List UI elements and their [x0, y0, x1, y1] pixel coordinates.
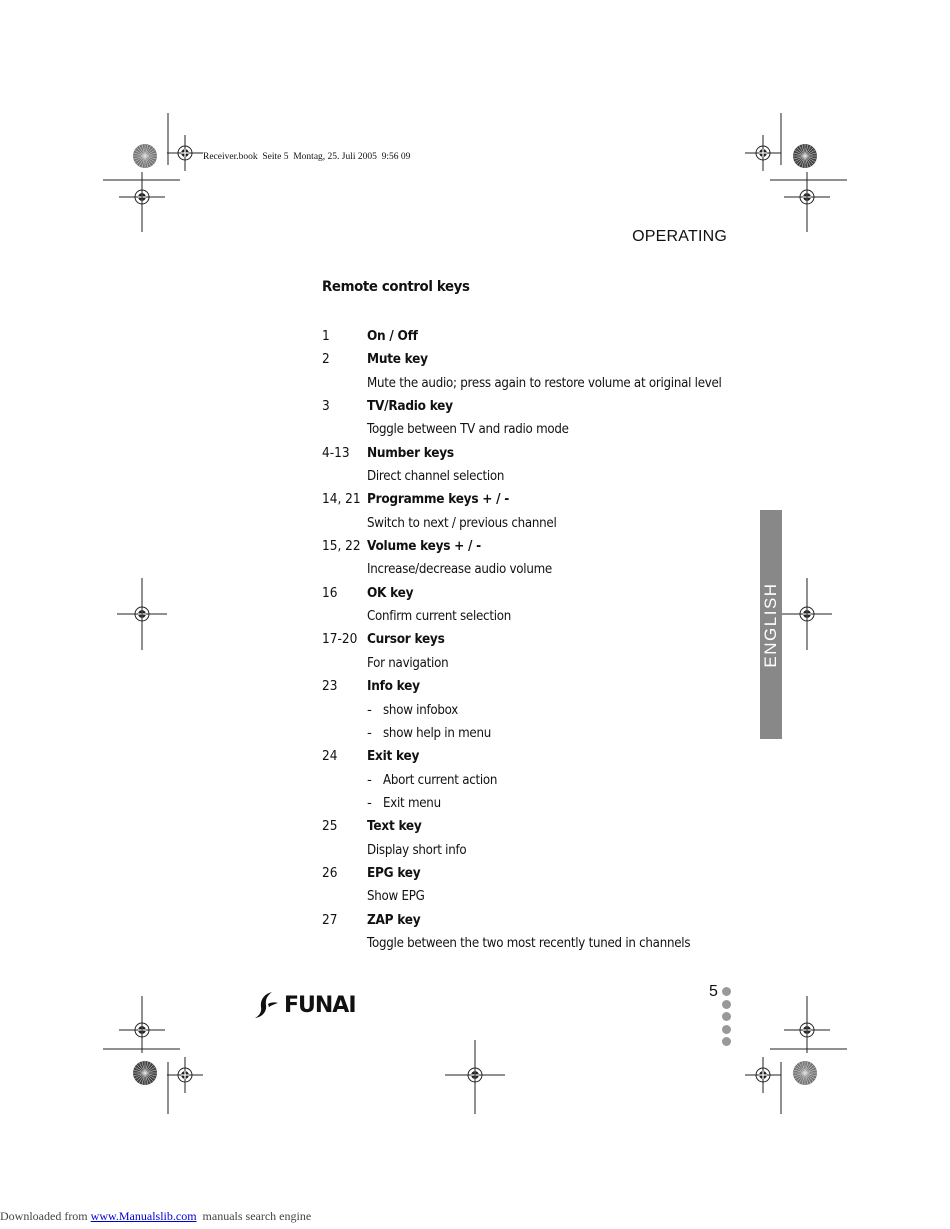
- key-number: 24: [322, 748, 338, 765]
- key-title: On / Off: [367, 328, 418, 344]
- key-title: Exit key: [367, 748, 420, 765]
- key-title: Volume keys + / -: [367, 538, 481, 555]
- key-number: 25: [322, 818, 338, 835]
- key-description: Mute the audio; press again to restore volume at original level: [367, 374, 722, 391]
- key-title: ZAP key: [367, 911, 421, 928]
- page-heading: Remote control keys: [322, 279, 470, 295]
- key-list-row: [322, 559, 742, 582]
- dot: [722, 1012, 731, 1021]
- key-title: Number keys: [367, 444, 454, 461]
- remote-keys-list: [322, 326, 742, 956]
- key-bullet: show help in menu: [383, 724, 492, 741]
- key-list-row: [322, 746, 742, 769]
- brand-name: FUNAI: [284, 992, 356, 1018]
- bullet-dash: -: [367, 771, 372, 788]
- key-title: Info key: [367, 678, 420, 695]
- key-number: 26: [322, 864, 338, 881]
- print-metadata: Receiver.book Seite 5 Montag, 25. Juli 2005 9:56 09: [203, 152, 411, 162]
- key-bullet: Exit menu: [383, 794, 441, 811]
- bullet-dash: -: [367, 724, 372, 741]
- key-bullet: show infobox: [383, 701, 459, 718]
- key-list-row: [322, 910, 742, 933]
- key-title: OK key: [367, 584, 414, 601]
- key-number: 2: [322, 351, 330, 368]
- key-list-row: [322, 863, 742, 886]
- language-tab-label: ENGLISH: [761, 581, 780, 668]
- key-number: 27: [322, 911, 338, 928]
- key-title: Mute key: [367, 351, 428, 368]
- key-list-row: [322, 770, 742, 793]
- key-list-row: [322, 676, 742, 699]
- key-list-row: [322, 606, 742, 629]
- key-number: 16: [322, 584, 338, 601]
- language-tab: [760, 510, 782, 739]
- key-list-row: [322, 793, 742, 816]
- key-list-row: [322, 326, 742, 349]
- key-list-row: [322, 583, 742, 606]
- key-list-row: [322, 419, 742, 442]
- bullet-dash: -: [367, 794, 372, 811]
- key-list-row: [322, 933, 742, 956]
- manualslib-link[interactable]: www.Manualslib.com: [90, 1209, 197, 1223]
- brand-logo: [252, 990, 356, 1020]
- key-number: 4-13: [322, 444, 350, 461]
- key-list-row: [322, 513, 742, 536]
- dot: [722, 1000, 731, 1009]
- bullet-dash: -: [367, 701, 372, 718]
- key-description: Switch to next / previous channel: [367, 514, 557, 531]
- key-title: TV/Radio key: [367, 398, 453, 415]
- key-number: 3: [322, 398, 330, 415]
- page-number: 5: [709, 983, 718, 1000]
- page-dots: [722, 987, 731, 1050]
- key-description: Show EPG: [367, 888, 425, 905]
- download-footer: [0, 1209, 311, 1224]
- key-list-row: [322, 840, 742, 863]
- key-list-row: [322, 373, 742, 396]
- footer-suffix: manuals search engine: [196, 1209, 312, 1223]
- footer-prefix: Downloaded from: [0, 1209, 91, 1223]
- key-list-row: [322, 723, 742, 746]
- key-title: Programme keys + / -: [367, 491, 510, 508]
- key-list-row: [322, 443, 742, 466]
- key-number: 23: [322, 678, 338, 695]
- key-description: Direct channel selection: [367, 468, 505, 485]
- key-list-row: [322, 489, 742, 512]
- key-number: 15, 22: [322, 538, 361, 555]
- key-list-row: [322, 886, 742, 909]
- key-bullet: Abort current action: [383, 771, 498, 788]
- key-list-row: [322, 396, 742, 419]
- dot: [722, 987, 731, 996]
- dot: [722, 1037, 731, 1046]
- key-list-row: [322, 629, 742, 652]
- key-description: Confirm current selection: [367, 608, 512, 625]
- key-description: For navigation: [367, 654, 449, 671]
- dot: [722, 1025, 731, 1034]
- key-list-row: [322, 536, 742, 559]
- key-title: Cursor keys: [367, 631, 445, 648]
- key-description: Toggle between TV and radio mode: [367, 421, 569, 438]
- key-list-row: [322, 466, 742, 489]
- key-number: 1: [322, 328, 330, 344]
- key-list-row: [322, 653, 742, 676]
- key-title: EPG key: [367, 864, 421, 881]
- section-title: OPERATING: [632, 228, 727, 245]
- key-number: 17-20: [322, 631, 358, 648]
- key-description: Display short info: [367, 841, 467, 858]
- key-list-row: [322, 349, 742, 372]
- key-number: 14, 21: [322, 491, 361, 508]
- key-list-row: [322, 816, 742, 839]
- key-description: Increase/decrease audio volume: [367, 561, 552, 578]
- key-title: Text key: [367, 818, 422, 835]
- key-list-row: [322, 700, 742, 723]
- key-description: Toggle between the two most recently tuned in channels: [367, 934, 691, 951]
- funai-swoosh-icon: [252, 990, 282, 1020]
